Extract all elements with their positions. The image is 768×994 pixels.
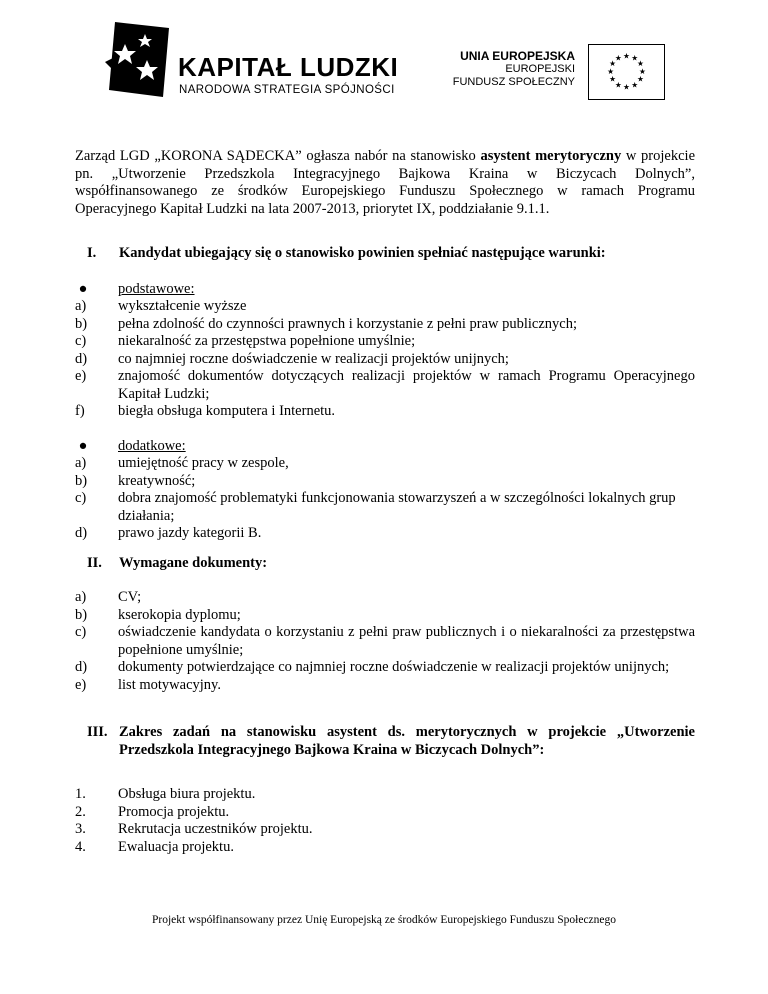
svg-text:★: ★ [623, 82, 630, 92]
list-item [75, 804, 695, 822]
list-item-text: kreatywność; [118, 472, 196, 489]
intro-paragraph [75, 148, 695, 218]
section-1-number: I. [87, 245, 97, 261]
list-marker: 3. [75, 821, 86, 837]
list-item [75, 281, 695, 299]
list-marker: a) [75, 589, 87, 605]
list-item [75, 455, 695, 473]
list-item [75, 624, 695, 659]
section-2-number: II. [87, 554, 102, 571]
section-1-title: Kandydat ubiegający się o stanowisko powinien spełniać następujące warunki: [119, 245, 606, 261]
bullet-icon: ● [75, 437, 88, 454]
svg-text:★: ★ [631, 80, 639, 90]
tasks-list [75, 786, 695, 856]
svg-text:★: ★ [623, 51, 630, 61]
list-item [75, 589, 695, 607]
list-item [75, 525, 695, 543]
section-3-title: Zakres zadań na stanowisku asystent ds. merytorycznych w projekcie „Utworzenie Przedszkola Integracyjnego Bajkowa Kraina w Biczycach Dolnych”: [119, 724, 695, 758]
list-marker: d) [75, 525, 88, 541]
list-item-text: Obsługa biura projektu. [118, 786, 256, 802]
list-marker: b) [75, 315, 88, 332]
list-item-text: umiejętność pracy w zespole, [118, 455, 289, 471]
list-item [75, 473, 695, 491]
list-item [75, 659, 695, 677]
list-item-text: kserokopia dyplomu; [118, 606, 241, 623]
required-documents-list [75, 589, 695, 694]
list-item [75, 607, 695, 625]
intro-position-name: asystent merytoryczny [480, 148, 622, 164]
list-item-text: list motywacyjny. [118, 676, 221, 693]
svg-text:★: ★ [614, 53, 622, 63]
list-marker: c) [75, 624, 87, 640]
eu-flag-icon [588, 44, 665, 100]
list-marker: b) [75, 606, 88, 623]
eu-line-3: FUNDUSZ SPOŁECZNY [452, 76, 575, 88]
svg-text:★: ★ [638, 66, 646, 76]
list-item-text: dobra znajomość problematyki funkcjonowania stowarzyszeń a w szczególności lokalnych grup działania; [118, 490, 676, 524]
list-marker: a) [75, 298, 87, 314]
list-item [75, 677, 695, 695]
list-item [75, 403, 695, 421]
svg-text:★: ★ [631, 53, 639, 63]
list-marker: 2. [75, 803, 86, 820]
requirements-additional-list [75, 438, 695, 543]
svg-text:★: ★ [614, 80, 622, 90]
list-item-text: Rekrutacja uczestników projektu. [118, 821, 313, 837]
list-item-text: biegła obsługa komputera i Internetu. [118, 403, 336, 419]
page-header [0, 0, 768, 120]
list-item [75, 368, 695, 403]
list-item-text: dokumenty potwierdzające co najmniej roczne doświadczenie w realizacji projektów unijnych; [118, 659, 670, 675]
list-item [75, 490, 695, 525]
list-marker: 4. [75, 838, 86, 855]
list-item [75, 333, 695, 351]
svg-text:★: ★ [637, 74, 644, 84]
section-2-heading [75, 555, 695, 573]
list-item-text: znajomość dokumentów dotyczących realizacji projektów w ramach Programu Operacyjnego Kapitał Ludzki; [118, 368, 695, 402]
list-marker: d) [75, 659, 88, 675]
svg-text:★: ★ [607, 66, 615, 76]
list-item-text: Promocja projektu. [118, 803, 230, 820]
list-item-text: wykształcenie wyższe [118, 298, 247, 314]
list-item [75, 316, 695, 334]
list-item-text: pełna zdolność do czynności prawnych i korzystanie z pełni praw publicznych; [118, 315, 578, 332]
eu-fund-text [453, 50, 575, 89]
bullet-icon: ● [75, 280, 88, 297]
section-3-number: III. [87, 724, 108, 740]
list-item [75, 438, 695, 456]
list-marker: f) [75, 403, 85, 419]
document-body [75, 148, 695, 856]
list-marker: 1. [75, 786, 86, 802]
intro-text-1: Zarząd LGD „KORONA SĄDECKA” ogłasza nabór na stanowisko [75, 148, 481, 164]
list-item [75, 786, 695, 804]
list-item-text: prawo jazdy kategorii B. [118, 525, 262, 541]
intro-text-2: w projekcie pn. „Utworzenie Przedszkola Integracyjnego Bajkowa Kraina w Biczycach Dolnych”, współfinansowanego ze środków Europejskiego Funduszu Społecznego w ramach Programu Operacyjnego Kapitał Ludzki na lata 2007-2013, priorytet IX, poddziałanie 9.1.1. [75, 148, 695, 217]
list-marker: e) [75, 676, 87, 693]
list-item [75, 821, 695, 839]
eu-line-2: EUROPEJSKI [505, 63, 575, 75]
list-marker: a) [75, 455, 87, 471]
requirements-basic-list [75, 281, 695, 421]
list-item-text: co najmniej roczne doświadczenie w realizacji projektów unijnych; [118, 350, 509, 367]
kapital-ludzki-subtitle: NARODOWA STRATEGIA SPÓJNOŚCI [179, 84, 395, 96]
list-item [75, 839, 695, 857]
list-item-text: CV; [118, 589, 142, 605]
section-1-heading [75, 245, 695, 263]
list-marker: b) [75, 472, 88, 489]
eu-line-1: UNIA EUROPEJSKA [460, 49, 575, 63]
list-marker: e) [75, 368, 87, 384]
basic-group-label: podstawowe: [118, 280, 195, 297]
svg-text:★: ★ [637, 59, 644, 69]
list-item-text: oświadczenie kandydata o korzystaniu z pełni praw publicznych i o niekaralności za przestępstwa popełnione umyślnie; [118, 624, 695, 658]
list-item [75, 351, 695, 369]
section-3-heading [75, 724, 695, 759]
additional-group-label: dodatkowe: [118, 437, 186, 454]
list-marker: c) [75, 333, 87, 349]
kapital-ludzki-title: KAPITAŁ LUDZKI [178, 52, 399, 82]
section-2-title: Wymagane dokumenty: [119, 554, 268, 571]
page-footer: Projekt współfinansowany przez Unię Europejską ze środków Europejskiego Funduszu Społecznego [151, 914, 617, 926]
list-item-text: Ewaluacja projektu. [118, 838, 234, 855]
list-item-text: niekaralność za przestępstwa popełnione umyślnie; [118, 333, 416, 349]
list-item [75, 298, 695, 316]
list-marker: d) [75, 350, 88, 367]
kapital-ludzki-logo-icon [105, 22, 169, 97]
svg-text:★: ★ [609, 74, 616, 84]
svg-text:★: ★ [609, 59, 616, 69]
list-marker: c) [75, 490, 87, 506]
